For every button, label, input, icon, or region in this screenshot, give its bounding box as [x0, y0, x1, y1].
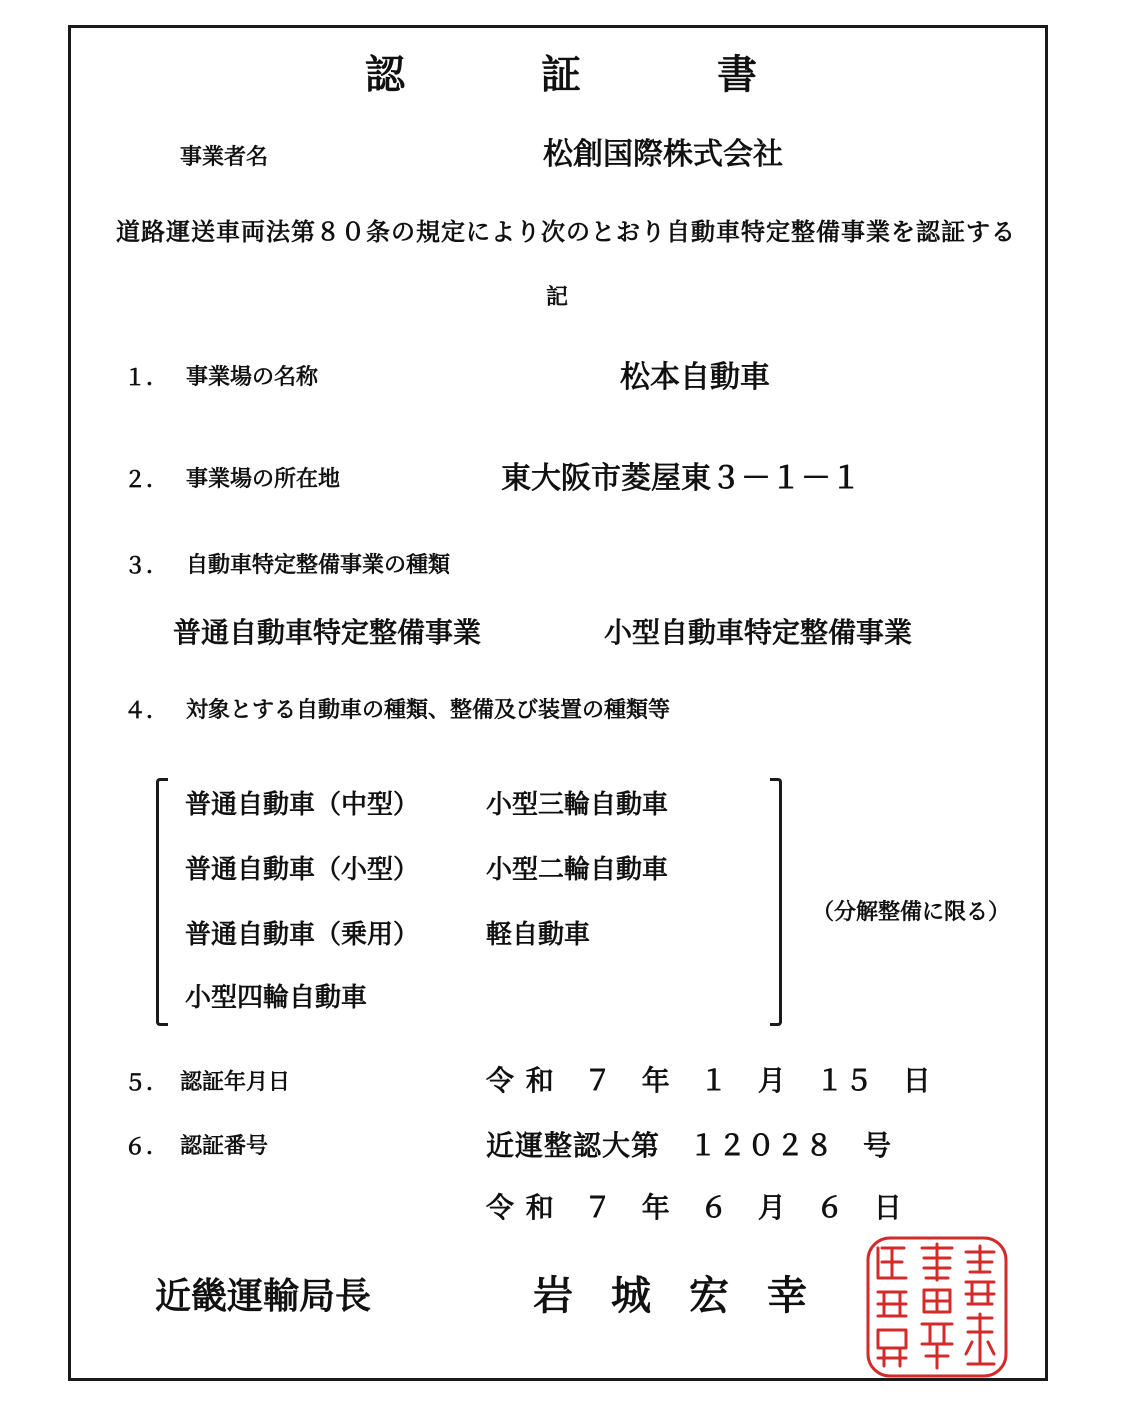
official-seal-icon: [862, 1232, 1012, 1382]
item-1-label: 事業場の名称: [186, 364, 319, 390]
issue-date: 令 和 ７ 年 ６ 月 ６ 日: [486, 1191, 903, 1224]
item-3-label: 自動車特定整備事業の種類: [186, 552, 451, 578]
certification-statement: 道路運送車両法第８０条の規定により次のとおり自動車特定整備事業を認証する: [116, 217, 1016, 246]
issuer-name: 岩城宏幸: [533, 1272, 845, 1319]
vehicle-type-list-item: 小型二輪自動車: [486, 855, 669, 885]
certification-number: 近運整認大第 １２０２８ 号: [486, 1129, 893, 1162]
item-2-number: ２．: [124, 467, 169, 493]
item-3-number: ３．: [124, 553, 169, 579]
disassembly-note: （分解整備に限る）: [812, 899, 1011, 925]
vehicle-type-list-item: 軽自動車: [486, 920, 591, 950]
document-title: 認 証 書: [365, 51, 805, 98]
issuer-title: 近畿運輸局長: [155, 1275, 372, 1317]
item-5-label: 認証年月日: [180, 1069, 291, 1095]
item-6-label: 認証番号: [180, 1133, 269, 1159]
vehicle-type-list-item: 小型三輪自動車: [486, 790, 669, 820]
item-1-number: １．: [124, 365, 169, 391]
item-2-value: 東大阪市菱屋東３－１－１: [501, 461, 861, 496]
list-bracket-right: [770, 778, 782, 1026]
item-6-number: ６．: [124, 1134, 169, 1160]
item-3-value-1: 普通自動車特定整備事業: [173, 616, 482, 649]
item-4-number: ４．: [124, 698, 169, 724]
item-3-value-2: 小型自動車特定整備事業: [604, 616, 913, 649]
vehicle-type-list-item: 普通自動車（中型）: [185, 790, 420, 820]
vehicle-type-list-item: 普通自動車（乗用）: [185, 920, 420, 950]
item-1-value: 松本自動車: [620, 360, 770, 395]
certification-date: 令 和 ７ 年 １ 月 １５ 日: [486, 1064, 932, 1097]
item-2-label: 事業場の所在地: [186, 466, 341, 492]
vehicle-type-list-item: 普通自動車（小型）: [185, 855, 420, 885]
vehicle-type-list-item: 小型四輪自動車: [185, 983, 368, 1013]
business-owner-label: 事業者名: [180, 144, 269, 170]
item-5-number: ５．: [124, 1070, 169, 1096]
item-4-label: 対象とする自動車の種類、整備及び装置の種類等: [186, 697, 671, 723]
business-owner-value: 松創国際株式会社: [543, 137, 783, 172]
ki-heading: 記: [546, 284, 569, 310]
list-bracket-left: [156, 778, 168, 1026]
